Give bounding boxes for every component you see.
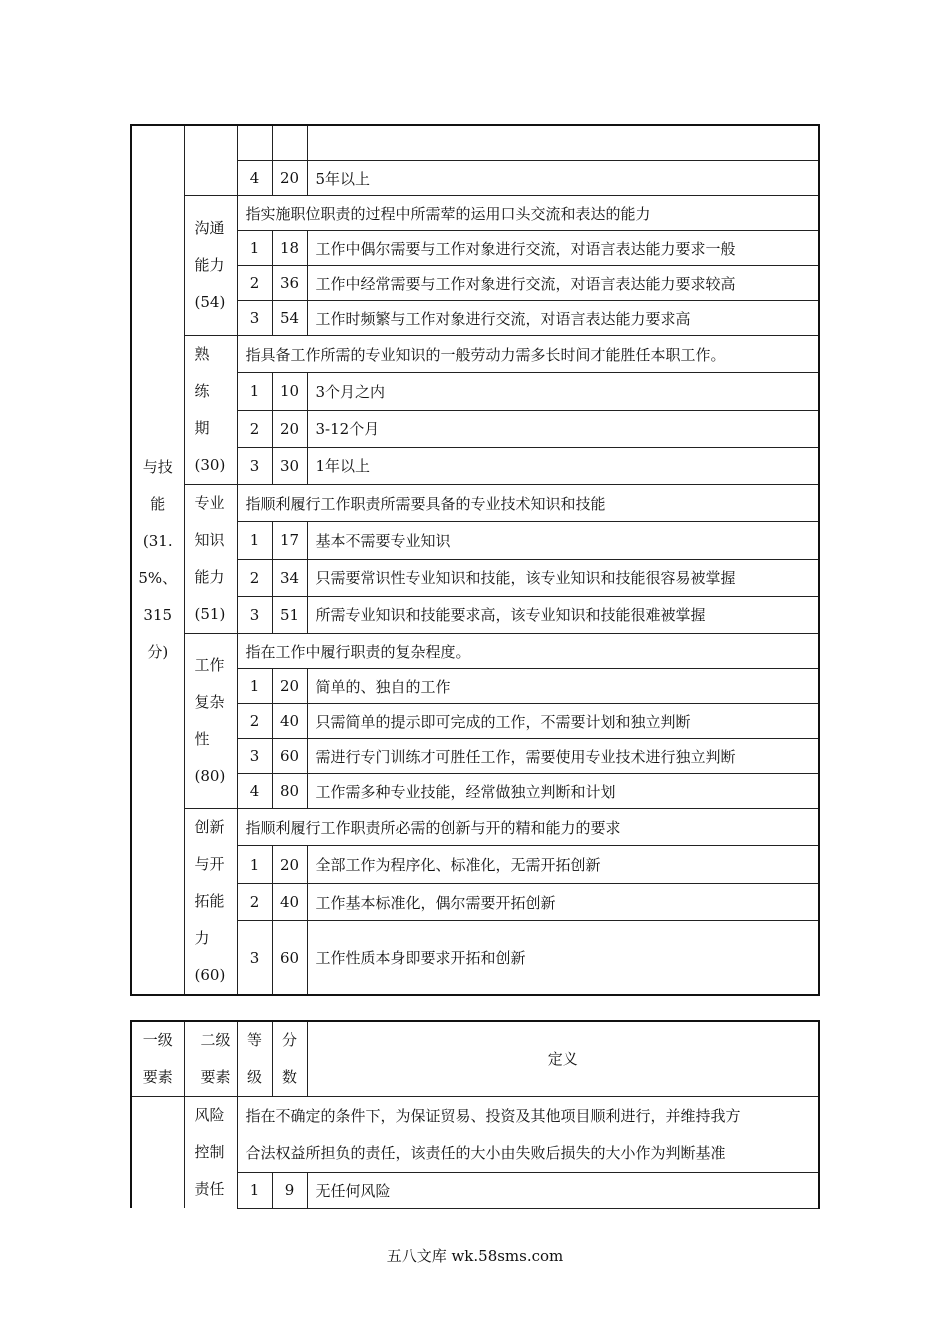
grade-cell: 3 bbox=[237, 739, 272, 774]
score-cell: 9 bbox=[272, 1173, 307, 1208]
score-cell: 36 bbox=[272, 266, 307, 301]
risk-evaluation-table bbox=[130, 1020, 820, 1209]
level2-label-line: 熟 bbox=[194, 345, 210, 363]
table-row bbox=[131, 125, 819, 161]
header-level1-line: 一级 bbox=[142, 1031, 173, 1049]
level2-label-line: (60) bbox=[194, 966, 226, 984]
level2-label-empty bbox=[184, 125, 237, 196]
level2-label-line: (51) bbox=[194, 605, 226, 623]
level2-label-line: 复杂 bbox=[194, 693, 225, 711]
score-cell: 30 bbox=[272, 447, 307, 484]
score-cell bbox=[272, 125, 307, 161]
grade-cell: 3 bbox=[237, 301, 272, 336]
footer-watermark: 五八文库 wk.58sms.com bbox=[386, 1247, 564, 1265]
level2-label-line: 专业 bbox=[194, 494, 225, 512]
description-cell: 工作中经常需要与工作对象进行交流，对语言表达能力要求较高 bbox=[307, 266, 819, 301]
description-cell: 基本不需要专业知识 bbox=[307, 522, 819, 559]
group-definition-row bbox=[131, 196, 819, 231]
level2-label bbox=[184, 196, 237, 336]
score-cell: 60 bbox=[272, 739, 307, 774]
header-score-line: 数 bbox=[281, 1068, 297, 1086]
description-cell: 工作基本标准化，偶尔需要开拓创新 bbox=[307, 883, 819, 920]
score-cell: 20 bbox=[272, 846, 307, 883]
grade-cell: 1 bbox=[237, 522, 272, 559]
level2-label-line: 性 bbox=[194, 730, 210, 748]
description-cell: 1年以上 bbox=[307, 447, 819, 484]
score-cell: 18 bbox=[272, 231, 307, 266]
score-cell: 51 bbox=[272, 596, 307, 633]
grade-cell: 2 bbox=[237, 410, 272, 447]
definition-cell: 指在工作中履行职责的复杂程度。 bbox=[237, 634, 819, 669]
header-grade-line: 级 bbox=[246, 1068, 262, 1086]
score-cell: 34 bbox=[272, 559, 307, 596]
grade-cell: 1 bbox=[237, 373, 272, 410]
group-definition-row bbox=[131, 809, 819, 846]
level1-label-line: (31. bbox=[142, 532, 173, 550]
level1-label-line: 315 bbox=[143, 606, 173, 624]
score-cell: 20 bbox=[272, 669, 307, 704]
description-cell: 需进行专门训练才可胜任工作，需要使用专业技术进行独立判断 bbox=[307, 739, 819, 774]
level1-label-line: 能 bbox=[150, 495, 166, 513]
grade-cell: 2 bbox=[237, 559, 272, 596]
definition-cell-line: 指在不确定的条件下，为保证贸易、投资及其他项目顺利进行，并维持我方 bbox=[245, 1106, 741, 1125]
description-cell: 工作时频繁与工作对象进行交流，对语言表达能力要求高 bbox=[307, 301, 819, 336]
level2-label bbox=[184, 1097, 237, 1209]
header-level1 bbox=[131, 1021, 184, 1097]
grade-cell: 3 bbox=[237, 596, 272, 633]
description-cell: 5年以上 bbox=[307, 161, 819, 196]
level2-label-line: 期 bbox=[194, 419, 210, 437]
description-cell: 所需专业知识和技能要求高，该专业知识和技能很难被掌握 bbox=[307, 596, 819, 633]
level2-label-line: 责任 bbox=[194, 1180, 225, 1198]
header-level2-line: 要素 bbox=[200, 1068, 231, 1086]
grade-cell: 3 bbox=[237, 921, 272, 995]
level2-label-line: 力 bbox=[194, 929, 210, 947]
level2-label-line: (80) bbox=[194, 767, 226, 785]
score-cell: 20 bbox=[272, 410, 307, 447]
score-cell: 80 bbox=[272, 774, 307, 809]
header-score bbox=[272, 1021, 307, 1097]
group-definition-row bbox=[131, 1097, 819, 1173]
score-cell: 10 bbox=[272, 373, 307, 410]
description-cell: 3个月之内 bbox=[307, 373, 819, 410]
level2-label-line: 工作 bbox=[194, 656, 225, 674]
level2-label-line: 控制 bbox=[194, 1143, 225, 1161]
grade-cell: 1 bbox=[237, 231, 272, 266]
description-cell: 3-12个月 bbox=[307, 410, 819, 447]
score-cell: 17 bbox=[272, 522, 307, 559]
level2-label-line: 风险 bbox=[194, 1106, 225, 1124]
definition-cell: 指具备工作所需的专业知识的一般劳动力需多长时间才能胜任本职工作。 bbox=[237, 336, 819, 373]
level2-label bbox=[184, 485, 237, 634]
description-cell: 工作中偶尔需要与工作对象进行交流，对语言表达能力要求一般 bbox=[307, 231, 819, 266]
header-grade bbox=[237, 1021, 272, 1097]
grade-cell: 1 bbox=[237, 669, 272, 704]
level2-label bbox=[184, 336, 237, 485]
grade-cell: 4 bbox=[237, 774, 272, 809]
definition-cell: 指顺利履行工作职责所需要具备的专业技术知识和技能 bbox=[237, 485, 819, 522]
level1-label bbox=[131, 125, 184, 995]
description-cell: 工作性质本身即要求开拓和创新 bbox=[307, 921, 819, 995]
group-definition-row bbox=[131, 634, 819, 669]
description-cell: 只需简单的提示即可完成的工作，不需要计划和独立判断 bbox=[307, 704, 819, 739]
level2-label-line: (54) bbox=[194, 293, 226, 311]
level2-label-line: 练 bbox=[194, 382, 210, 400]
level2-label-line: 能力 bbox=[194, 256, 225, 274]
level2-label-line: 与开 bbox=[194, 855, 225, 873]
definition-cell: 指实施职位职责的过程中所需荤的运用口头交流和表达的能力 bbox=[237, 196, 819, 231]
header-level1-line: 要素 bbox=[142, 1068, 173, 1086]
description-cell bbox=[307, 125, 819, 161]
description-cell: 工作需多种专业技能，经常做独立判断和计划 bbox=[307, 774, 819, 809]
header-definition: 定义 bbox=[307, 1021, 819, 1097]
description-cell: 只需要常识性专业知识和技能，该专业知识和技能很容易被掌握 bbox=[307, 559, 819, 596]
definition-cell-line: 合法权益所担负的责任，该责任的大小由失败后损失的大小作为判断基准 bbox=[245, 1143, 726, 1162]
header-row bbox=[131, 1021, 819, 1097]
definition-cell: 指顺利履行工作职责所必需的创新与开的精和能力的要求 bbox=[237, 809, 819, 846]
score-cell: 54 bbox=[272, 301, 307, 336]
level2-label bbox=[184, 634, 237, 809]
level1-label-line: 分) bbox=[147, 643, 169, 661]
level2-label-line: 能力 bbox=[194, 568, 225, 586]
grade-cell: 3 bbox=[237, 447, 272, 484]
definition-cell bbox=[237, 1097, 819, 1173]
level1-label-line: 5%、 bbox=[138, 569, 178, 587]
grade-cell: 1 bbox=[237, 1173, 272, 1208]
level1-label-empty bbox=[131, 1097, 184, 1209]
description-cell: 全部工作为程序化、标准化，无需开拓创新 bbox=[307, 846, 819, 883]
grade-cell: 1 bbox=[237, 846, 272, 883]
header-level2 bbox=[184, 1021, 237, 1097]
level2-label-line: 拓能 bbox=[194, 892, 225, 910]
score-cell: 40 bbox=[272, 883, 307, 920]
level2-label-line: 知识 bbox=[194, 531, 225, 549]
level2-label-line: 创新 bbox=[194, 818, 225, 836]
header-score-line: 分 bbox=[281, 1031, 297, 1049]
grade-cell bbox=[237, 125, 272, 161]
level2-label-line: 沟通 bbox=[194, 219, 225, 237]
level1-label-line: 与技 bbox=[142, 458, 173, 476]
group-definition-row bbox=[131, 336, 819, 373]
level2-label-line: (30) bbox=[194, 456, 226, 474]
header-grade-line: 等 bbox=[246, 1031, 262, 1049]
description-cell: 简单的、独自的工作 bbox=[307, 669, 819, 704]
group-definition-row bbox=[131, 485, 819, 522]
header-level2-line: 二级 bbox=[200, 1031, 231, 1049]
grade-cell: 2 bbox=[237, 883, 272, 920]
grade-cell: 2 bbox=[237, 704, 272, 739]
level2-label bbox=[184, 809, 237, 996]
score-cell: 40 bbox=[272, 704, 307, 739]
description-cell: 无任何风险 bbox=[307, 1173, 819, 1208]
grade-cell: 2 bbox=[237, 266, 272, 301]
skills-evaluation-table bbox=[130, 124, 820, 996]
score-cell: 60 bbox=[272, 921, 307, 995]
grade-cell: 4 bbox=[237, 161, 272, 196]
score-cell: 20 bbox=[272, 161, 307, 196]
